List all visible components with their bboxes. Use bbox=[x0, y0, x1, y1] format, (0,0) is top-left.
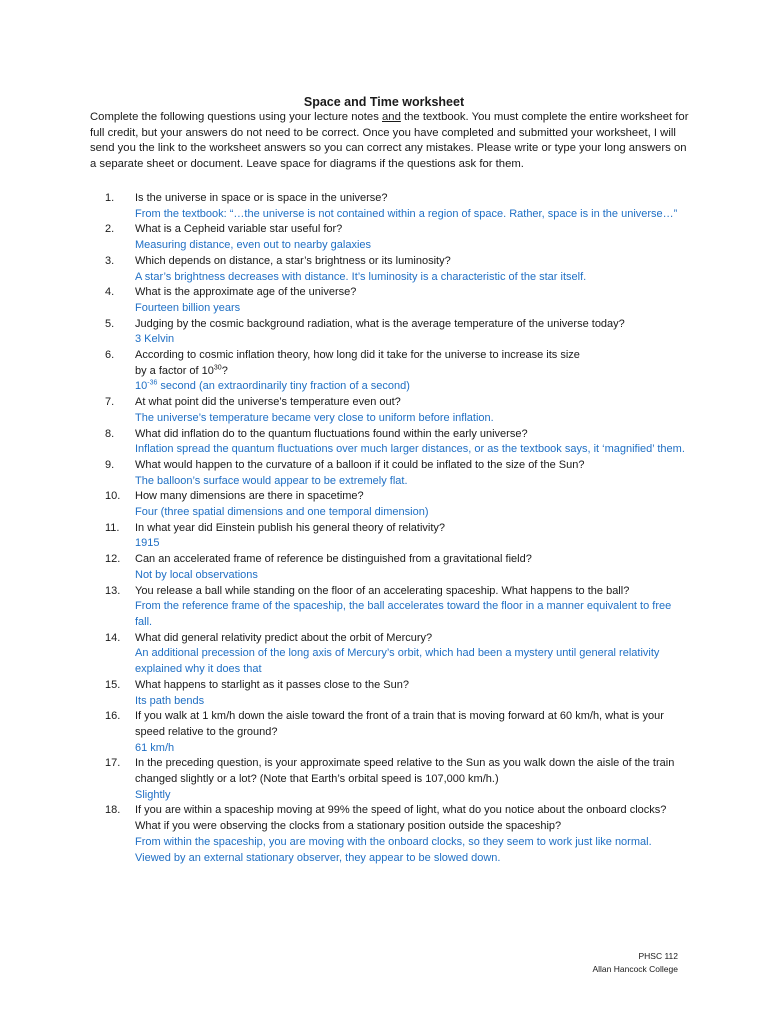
answer-text: Slightly bbox=[135, 788, 171, 801]
question-number: 9. bbox=[105, 458, 115, 471]
question-item-18 bbox=[105, 803, 685, 866]
answer-text: The universe’s temperature became very close to uniform before inflation. bbox=[135, 411, 494, 424]
page-footer bbox=[560, 950, 678, 976]
question-number: 8. bbox=[105, 427, 115, 440]
question-number: 14. bbox=[105, 631, 121, 644]
question-text: What happens to starlight as it passes close to the Sun? bbox=[135, 678, 409, 691]
question-item-9 bbox=[105, 458, 685, 489]
question-number: 4. bbox=[105, 286, 115, 299]
answer-text: Fourteen billion years bbox=[135, 301, 241, 314]
question-item-12 bbox=[105, 552, 685, 583]
question-number: 2. bbox=[105, 223, 115, 236]
question-item-11 bbox=[105, 521, 685, 552]
instructions-paragraph bbox=[90, 110, 690, 172]
answer-text: Four (three spatial dimensions and one temporal dimension) bbox=[135, 506, 429, 519]
question-item-4 bbox=[105, 285, 685, 316]
question-number: 5. bbox=[105, 317, 115, 330]
question-list bbox=[105, 191, 685, 866]
question-number: 15. bbox=[105, 678, 121, 691]
question-number: 12. bbox=[105, 553, 121, 566]
page-title: Space and Time worksheet bbox=[303, 95, 465, 109]
question-number: 13. bbox=[105, 584, 121, 597]
question-item-8 bbox=[105, 427, 685, 458]
question-text: What is a Cepheid variable star useful for? bbox=[135, 223, 343, 236]
question-number: 6. bbox=[105, 349, 115, 362]
answer-text: Inflation spread the quantum fluctuations over much larger distances, or as the textbook says, it ‘magnified’ them. bbox=[135, 443, 685, 456]
question-text: In what year did Einstein publish his general theory of relativity? bbox=[135, 521, 446, 534]
question-item-13 bbox=[105, 584, 685, 631]
question-text-prefix: by a factor of 10 bbox=[135, 364, 214, 377]
answer-text: 3 Kelvin bbox=[135, 333, 175, 346]
question-number: 17. bbox=[105, 757, 121, 770]
answer-base: 10 bbox=[135, 380, 148, 393]
question-text: What did general relativity predict about the orbit of Mercury? bbox=[135, 631, 433, 644]
question-number: 11. bbox=[105, 521, 120, 534]
answer-text: From the reference frame of the spaceship, the ball accelerates toward the floor in a manner equivalent to free fall. bbox=[135, 600, 672, 628]
instructions-text-start: Complete the following questions using your lecture notes bbox=[90, 111, 383, 123]
question-text-line-2 bbox=[135, 364, 685, 380]
question-text: At what point did the universe’s temperature even out? bbox=[135, 396, 401, 409]
question-text: If you walk at 1 km/h down the aisle toward the front of a train that is moving forward at 60 km/h, what is your speed relative to the ground? bbox=[135, 710, 664, 738]
course-code: PHSC 112 bbox=[638, 951, 678, 961]
question-text: What is the approximate age of the universe? bbox=[135, 286, 357, 299]
question-item-16 bbox=[105, 709, 685, 756]
question-item-17 bbox=[105, 756, 685, 803]
question-number: 7. bbox=[105, 396, 115, 409]
question-text: If you are within a spaceship moving at 99% the speed of light, what do you notice about the onboard clocks? What if you were observing the clocks from a stationary position outside the spaceship? bbox=[135, 804, 667, 833]
question-text: Judging by the cosmic background radiation, what is the average temperature of the universe today? bbox=[135, 317, 625, 330]
question-number: 18. bbox=[105, 804, 121, 817]
answer-text: From the textbook: “…the universe is not contained within a region of space. Rather, space is in the universe…” bbox=[135, 207, 678, 220]
answer-text: Not by local observations bbox=[135, 568, 258, 581]
question-item-10 bbox=[105, 489, 685, 520]
answer-text: From within the spaceship, you are moving with the onboard clocks, so they seem to work just like normal. Viewed by an external stationary observer, they appear to be slowed down. bbox=[135, 835, 652, 864]
answer-text: Measuring distance, even out to nearby galaxies bbox=[135, 239, 372, 252]
question-item-2 bbox=[105, 222, 685, 253]
question-text-line-1: According to cosmic inflation theory, how long did it take for the universe to increase its size bbox=[135, 349, 580, 362]
instructions-underlined-and: and bbox=[382, 111, 401, 123]
question-text: How many dimensions are there in spacetime? bbox=[135, 490, 364, 503]
answer-text: 1915 bbox=[135, 537, 160, 550]
answer-text: The balloon’s surface would appear to be extremely flat. bbox=[135, 474, 408, 487]
question-item-15 bbox=[105, 678, 685, 709]
college-name: Allan Hancock College bbox=[592, 964, 678, 974]
question-item-14 bbox=[105, 631, 685, 678]
question-text: Which depends on distance, a star’s brightness or its luminosity? bbox=[135, 254, 451, 267]
answer-text: 61 km/h bbox=[135, 741, 175, 754]
question-item-5 bbox=[105, 317, 685, 348]
answer-text: A star’s brightness decreases with distance. It’s luminosity is a characteristic of the star itself. bbox=[135, 270, 587, 283]
answer-text: Its path bends bbox=[135, 694, 205, 707]
answer-suffix: second (an extraordinarily tiny fraction of a second) bbox=[157, 380, 410, 393]
question-number: 16. bbox=[105, 710, 121, 723]
question-text: Can an accelerated frame of reference be distinguished from a gravitational field? bbox=[135, 553, 532, 566]
question-text: Is the universe in space or is space in the universe? bbox=[135, 192, 388, 204]
question-text: You release a ball while standing on the floor of an accelerating spaceship. What happens to the ball? bbox=[135, 584, 630, 597]
question-number: 1. bbox=[105, 192, 115, 204]
question-item-6 bbox=[105, 348, 685, 395]
answer-text bbox=[135, 379, 685, 395]
question-item-3 bbox=[105, 254, 685, 285]
question-text: What would happen to the curvature of a balloon if it could be inflated to the size of the Sun? bbox=[135, 458, 585, 471]
question-text-suffix: ? bbox=[221, 364, 228, 377]
question-text: What did inflation do to the quantum fluctuations found within the early universe? bbox=[135, 427, 528, 440]
question-number: 3. bbox=[105, 254, 115, 267]
question-text: In the preceding question, is your approximate speed relative to the Sun as you walk down the aisle of the train changed slightly or a lot? (Note that Earth’s orbital speed is 107,000 km/h.) bbox=[135, 757, 675, 786]
answer-text: An additional precession of the long axis of Mercury’s orbit, which had been a mystery until general relativity explained why it does that bbox=[135, 647, 660, 676]
question-number: 10. bbox=[105, 490, 121, 503]
instructions-text-end: the textbook. You must complete the entire worksheet for full credit, but your answers do not need to be correct. Once you have completed and submitted your worksheet, I will send you the link to the worksheet answers so you can correct any mistakes. Please write or type your long answers on a separate sheet or document. Leave space for diagrams if the questions ask for them. bbox=[90, 111, 689, 170]
question-item-7 bbox=[105, 395, 685, 426]
exponent: 30 bbox=[213, 364, 222, 372]
question-item-1 bbox=[105, 191, 685, 222]
answer-exponent: -36 bbox=[147, 379, 158, 387]
